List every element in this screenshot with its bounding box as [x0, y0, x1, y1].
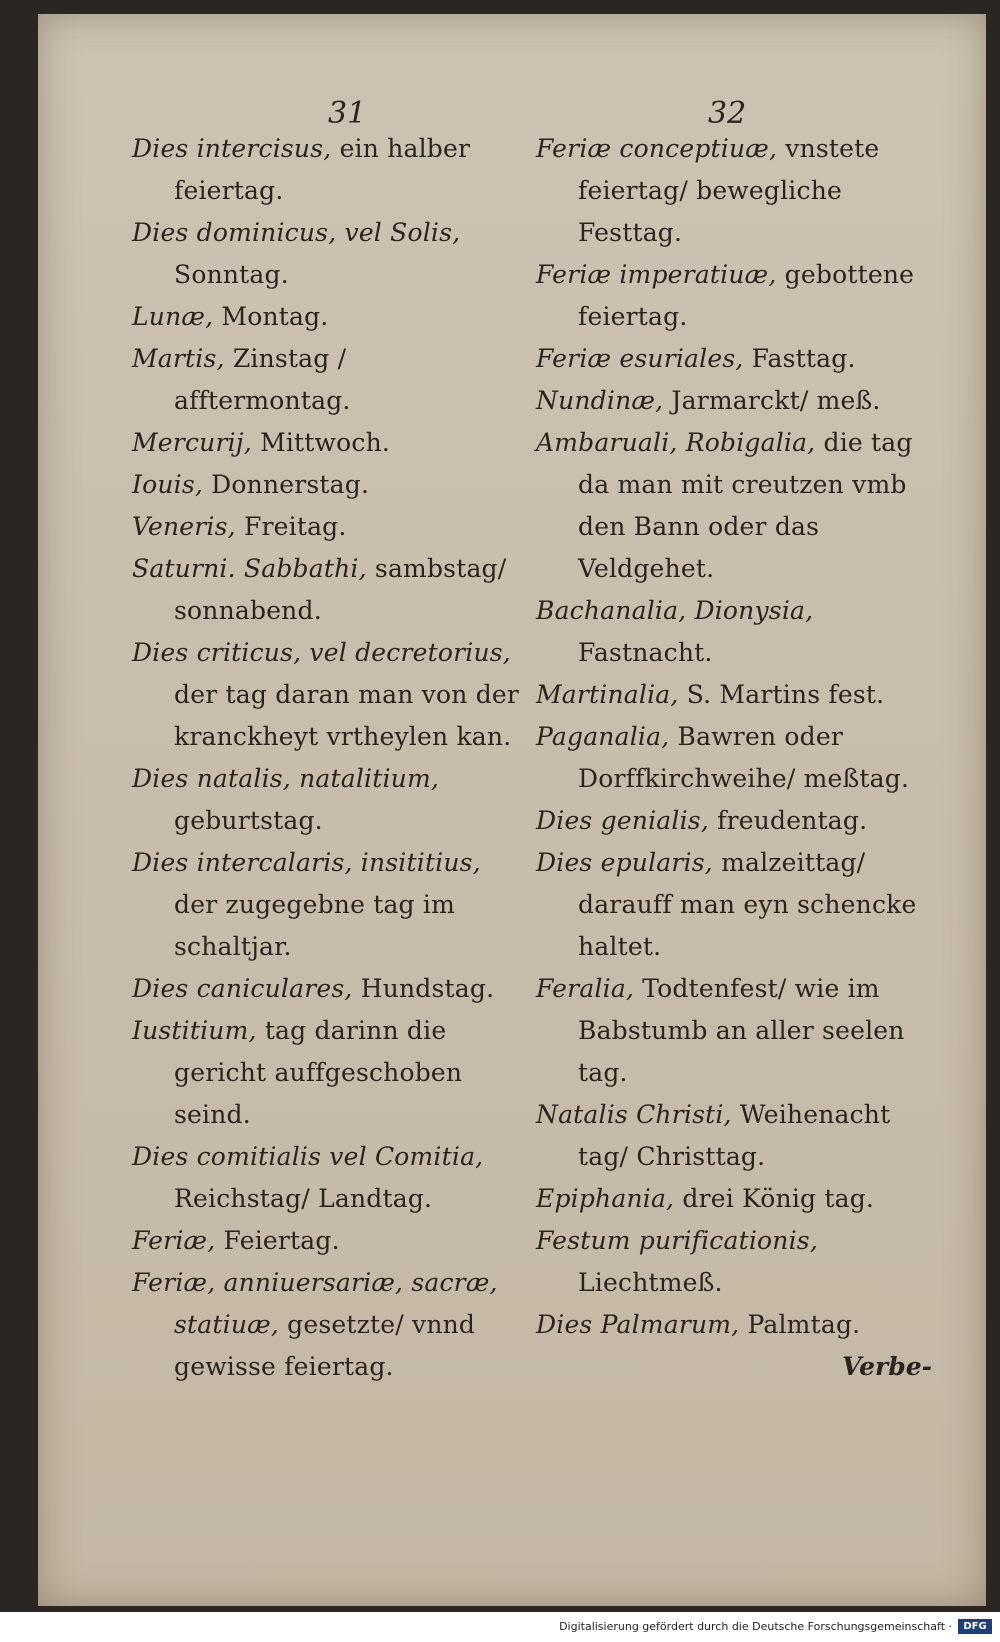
latin-term: Feriæ, anniuersariæ, sacræ, statiuæ, — [132, 1268, 498, 1339]
german-definition: Todtenfest/ wie im Babstumb an aller seelen tag. — [578, 974, 905, 1087]
footer-credit: Digitalisierung gefördert durch die Deutsche Forschungsgemeinschaft · — [559, 1620, 952, 1633]
german-definition: S. Martins fest. — [686, 680, 885, 709]
dictionary-entry — [536, 1304, 946, 1346]
catchword: Verbe- — [842, 1352, 932, 1381]
dictionary-entry — [536, 674, 946, 716]
dictionary-entry — [536, 422, 946, 590]
german-definition: geburtstag. — [174, 806, 323, 835]
german-definition: Weihenacht tag/ Christtag. — [578, 1100, 891, 1171]
footer-bar — [0, 1612, 1000, 1642]
german-definition: der zugegebne tag im schaltjar. — [174, 890, 456, 961]
latin-term: Bachanalia, Dionysia, — [536, 596, 814, 625]
dictionary-entry — [536, 338, 946, 380]
dictionary-entry — [132, 968, 524, 1010]
latin-term: Iouis, — [132, 470, 203, 499]
dfg-logo: DFG — [958, 1619, 992, 1634]
german-definition: Reichstag/ Landtag. — [174, 1184, 433, 1213]
latin-term: Veneris, — [132, 512, 236, 541]
german-definition: Mittwoch. — [260, 428, 391, 457]
dictionary-entry — [132, 1136, 524, 1220]
german-definition: Montag. — [221, 302, 329, 331]
latin-term: Dies epularis, — [536, 848, 713, 877]
dictionary-entry — [536, 800, 946, 842]
page-number-left: 31 — [328, 96, 367, 131]
dictionary-entry — [132, 212, 524, 296]
german-definition: Liechtmeß. — [578, 1268, 723, 1297]
german-definition: tag darinn die gericht auffgeschoben seind. — [174, 1016, 463, 1129]
dictionary-entry — [536, 590, 946, 674]
latin-term: Lunæ, — [132, 302, 214, 331]
latin-term: Feralia, — [536, 974, 635, 1003]
german-definition: Freitag. — [243, 512, 347, 541]
dictionary-entry — [132, 296, 524, 338]
dictionary-entry — [536, 968, 946, 1094]
latin-term: Dies genialis, — [536, 806, 709, 835]
german-definition: sambstag/ sonnabend. — [174, 554, 507, 625]
latin-term: Feriæ imperatiuæ, — [536, 260, 777, 289]
dictionary-entry — [132, 338, 524, 422]
dictionary-entry — [536, 842, 946, 968]
german-definition: der tag daran man von der kranckheyt vrtheylen kan. — [174, 680, 520, 751]
german-definition: Hundstag. — [360, 974, 495, 1003]
dictionary-entry — [132, 1262, 524, 1388]
german-definition: die tag da man mit creutzen vmb den Bann oder das Veldgehet. — [578, 428, 913, 583]
latin-term: Feriæ esuriales, — [536, 344, 744, 373]
german-definition: Zinstag / afftermontag. — [174, 344, 351, 415]
dictionary-entry — [536, 128, 946, 254]
dictionary-entry — [132, 548, 524, 632]
latin-term: Dies natalis, natalitium, — [132, 764, 440, 793]
latin-term: Nundinæ, — [536, 386, 664, 415]
latin-term: Ambaruali, Robigalia, — [536, 428, 816, 457]
latin-term: Paganalia, — [536, 722, 670, 751]
german-definition: gebottene feiertag. — [578, 260, 915, 331]
latin-term: Mercurij, — [132, 428, 252, 457]
latin-term: Martinalia, — [536, 680, 679, 709]
latin-term: Epiphania, — [536, 1184, 675, 1213]
dictionary-entry — [132, 422, 524, 464]
dictionary-entry — [132, 464, 524, 506]
dictionary-entry — [536, 716, 946, 800]
dictionary-entry — [132, 128, 524, 212]
page-number-right: 32 — [708, 96, 747, 131]
dictionary-entry — [536, 1094, 946, 1178]
latin-term: Dies Palmarum, — [536, 1310, 740, 1339]
latin-term: Saturni. Sabbathi, — [132, 554, 367, 583]
dictionary-entry — [536, 380, 946, 422]
latin-term: Dies intercisus, — [132, 134, 332, 163]
latin-term: Feriæ, — [132, 1226, 216, 1255]
latin-term: Martis, — [132, 344, 225, 373]
right-column — [536, 128, 946, 1388]
latin-term: Dies intercalaris, insititius, — [132, 848, 481, 877]
german-definition: freudentag. — [717, 806, 868, 835]
german-definition: Fasttag. — [751, 344, 856, 373]
german-definition: gesetzte/ vnnd gewisse feiertag. — [174, 1310, 476, 1381]
latin-term: Feriæ conceptiuæ, — [536, 134, 778, 163]
dictionary-entry — [132, 632, 524, 758]
dictionary-entry — [132, 758, 524, 842]
dictionary-entry — [132, 842, 524, 968]
latin-term: Dies caniculares, — [132, 974, 353, 1003]
latin-term: Natalis Christi, — [536, 1100, 732, 1129]
german-definition: ein halber feiertag. — [174, 134, 471, 205]
german-definition: Palmtag. — [747, 1310, 861, 1339]
dictionary-entry — [536, 1220, 946, 1304]
left-column — [132, 128, 524, 1388]
dictionary-entry — [132, 1010, 524, 1136]
german-definition: Donnerstag. — [211, 470, 370, 499]
dictionary-entry — [536, 1178, 946, 1220]
latin-term: Dies criticus, vel decretorius, — [132, 638, 511, 667]
dictionary-entry — [536, 254, 946, 338]
german-definition: drei König tag. — [682, 1184, 875, 1213]
latin-term: Iustitium, — [132, 1016, 257, 1045]
latin-term: Dies dominicus, vel Solis, — [132, 218, 461, 247]
german-definition: vnstete feiertag/ bewegliche Festtag. — [578, 134, 880, 247]
german-definition: Bawren oder Dorffkirchweihe/ meßtag. — [578, 722, 910, 793]
latin-term: Dies comitialis vel Comitia, — [132, 1142, 484, 1171]
latin-term: Festum purificationis, — [536, 1226, 818, 1255]
dictionary-entry — [132, 506, 524, 548]
german-definition: Sonntag. — [174, 260, 289, 289]
german-definition: Feiertag. — [223, 1226, 340, 1255]
dictionary-entry — [132, 1220, 524, 1262]
german-definition: Fastnacht. — [578, 638, 713, 667]
german-definition: Jarmarckt/ meß. — [671, 386, 881, 415]
german-definition: malzeittag/ darauff man eyn schencke haltet. — [578, 848, 917, 961]
